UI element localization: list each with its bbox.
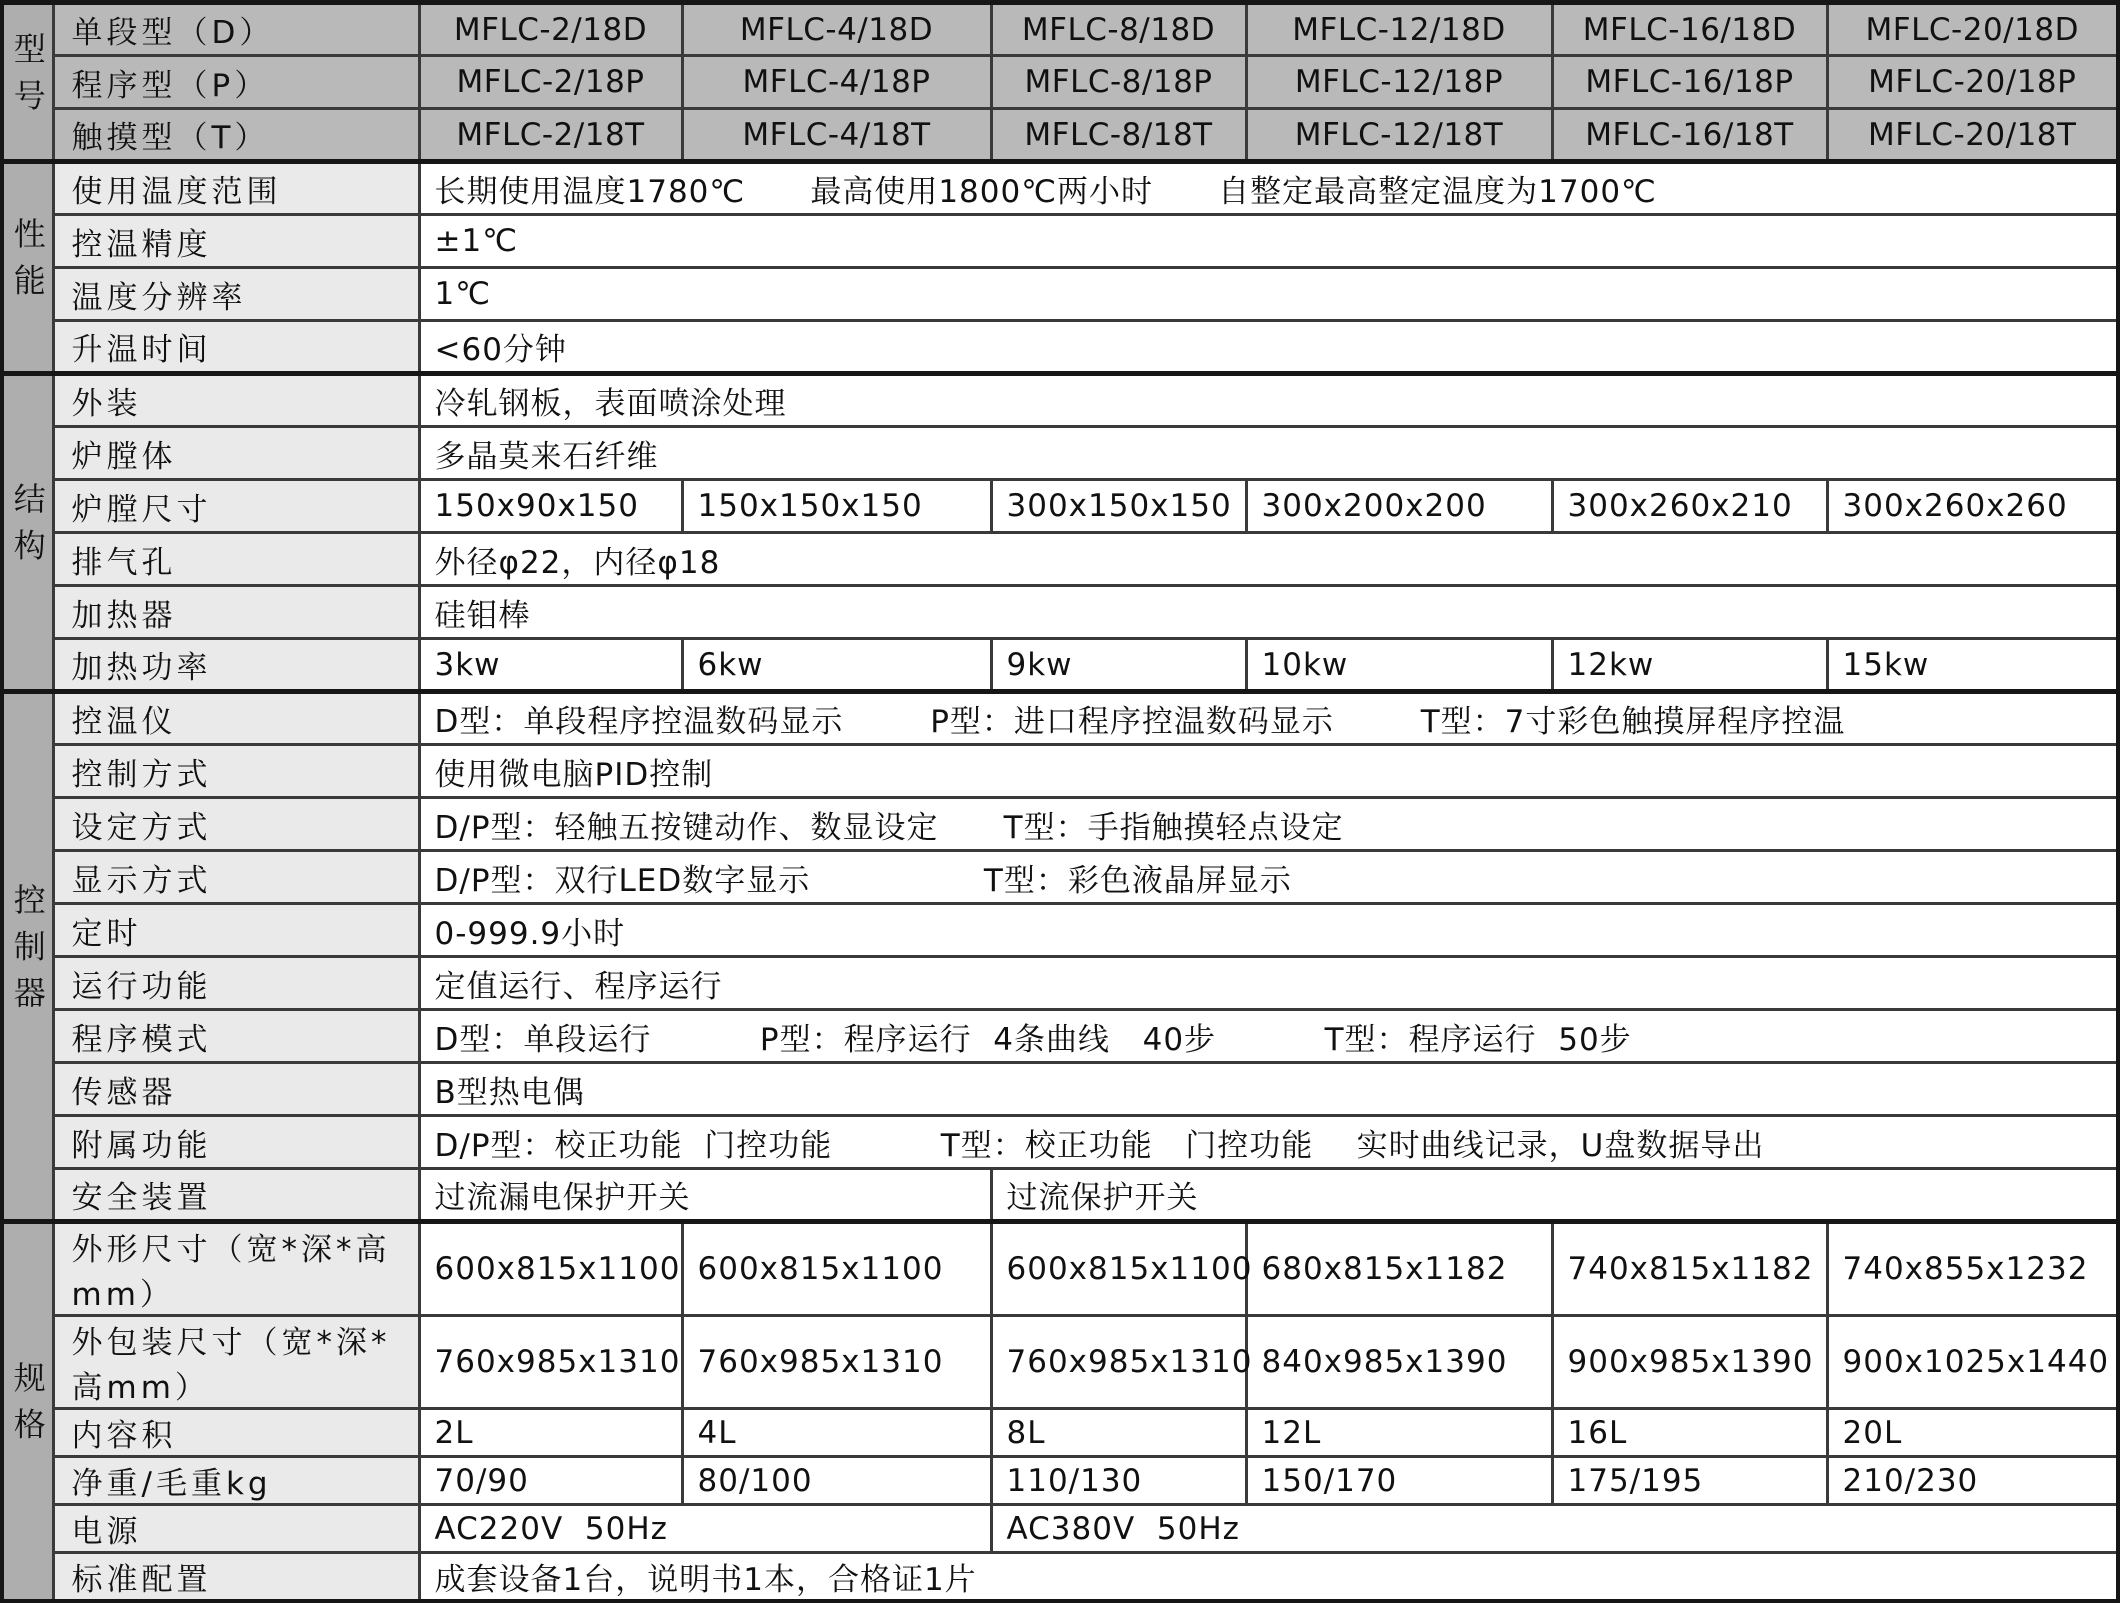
packing-dimensions-cell: 760x985x1310 bbox=[419, 1316, 682, 1409]
value-program-mode: D型：单段运行 P型：程序运行 4条曲线 40步 T型：程序运行 50步 bbox=[419, 1010, 2118, 1063]
row-label-exhaust-hole: 排气孔 bbox=[53, 533, 419, 586]
model-number-cell: MFLC-12/18T bbox=[1246, 109, 1552, 162]
group-header-specifications-text: 规格 bbox=[8, 1361, 47, 1454]
model-number-cell: MFLC-8/18P bbox=[991, 56, 1246, 109]
heating-power-cell: 6kw bbox=[682, 639, 991, 692]
value-display-method: D/P型：双行LED数字显示 T型：彩色液晶屏显示 bbox=[419, 851, 2118, 904]
row-label-temperature-range: 使用温度范围 bbox=[53, 162, 419, 215]
model-number-cell: MFLC-16/18P bbox=[1552, 56, 1827, 109]
row-label-setting-method: 设定方式 bbox=[53, 798, 419, 851]
value-temperature-range: 长期使用温度1780℃ 最高使用1800℃两小时 自整定最高整定温度为1700℃ bbox=[419, 162, 2118, 215]
row-label-temperature-resolution: 温度分辨率 bbox=[53, 268, 419, 321]
model-number-cell: MFLC-4/18T bbox=[682, 109, 991, 162]
value-heatup-time: <60分钟 bbox=[419, 321, 2118, 374]
heating-power-cell: 15kw bbox=[1827, 639, 2118, 692]
outer-dimensions-cell: 680x815x1182 bbox=[1246, 1222, 1552, 1316]
value-run-function: 定值运行、程序运行 bbox=[419, 957, 2118, 1010]
model-number-cell: MFLC-2/18P bbox=[419, 56, 682, 109]
value-setting-method: D/P型：轻触五按键动作、数显设定 T型：手指触摸轻点设定 bbox=[419, 798, 2118, 851]
packing-dimensions-cell: 900x985x1390 bbox=[1552, 1316, 1827, 1409]
group-header-controller bbox=[2, 692, 53, 1222]
value-standard-configuration: 成套设备1台，说明书1本，合格证1片 bbox=[419, 1553, 2118, 1602]
weight-cell: 70/90 bbox=[419, 1457, 682, 1505]
chamber-size-cell: 300x200x200 bbox=[1246, 480, 1552, 533]
group-header-performance bbox=[2, 162, 53, 374]
group-header-model bbox=[2, 3, 53, 162]
row-label-packing-dimensions: 外包装尺寸（宽*深*高mm） bbox=[53, 1316, 419, 1409]
heating-power-cell: 9kw bbox=[991, 639, 1246, 692]
inner-volume-cell: 16L bbox=[1552, 1409, 1827, 1457]
chamber-size-cell: 300x150x150 bbox=[991, 480, 1246, 533]
outer-dimensions-cell: 600x815x1100 bbox=[682, 1222, 991, 1316]
packing-dimensions-cell: 900x1025x1440 bbox=[1827, 1316, 2118, 1409]
value-power-supply-380v: AC380V 50Hz bbox=[991, 1505, 2118, 1553]
weight-cell: 110/130 bbox=[991, 1457, 1246, 1505]
value-sensor: B型热电偶 bbox=[419, 1063, 2118, 1116]
inner-volume-cell: 12L bbox=[1246, 1409, 1552, 1457]
model-number-cell: MFLC-2/18D bbox=[419, 3, 682, 56]
model-number-cell: MFLC-20/18P bbox=[1827, 56, 2118, 109]
row-label-heatup-time: 升温时间 bbox=[53, 321, 419, 374]
row-label-inner-volume: 内容积 bbox=[53, 1409, 419, 1457]
value-temperature-controller: D型：单段程序控温数码显示 P型：进口程序控温数码显示 T型：7寸彩色触摸屏程序控温 bbox=[419, 692, 2118, 745]
heating-power-cell: 10kw bbox=[1246, 639, 1552, 692]
outer-dimensions-cell: 740x855x1232 bbox=[1827, 1222, 2118, 1316]
model-number-cell: MFLC-8/18T bbox=[991, 109, 1246, 162]
row-label-net-gross-weight: 净重/毛重kg bbox=[53, 1457, 419, 1505]
group-header-controller-text: 控制器 bbox=[8, 882, 47, 1023]
row-label-exterior: 外装 bbox=[53, 374, 419, 427]
outer-dimensions-cell: 740x815x1182 bbox=[1552, 1222, 1827, 1316]
value-safety-device-220v: 过流漏电保护开关 bbox=[419, 1169, 991, 1222]
model-number-cell: MFLC-16/18T bbox=[1552, 109, 1827, 162]
row-label-heating-power: 加热功率 bbox=[53, 639, 419, 692]
weight-cell: 80/100 bbox=[682, 1457, 991, 1505]
inner-volume-cell: 4L bbox=[682, 1409, 991, 1457]
row-label-outer-dimensions: 外形尺寸（宽*深*高mm） bbox=[53, 1222, 419, 1316]
value-temperature-resolution: 1℃ bbox=[419, 268, 2118, 321]
value-heater: 硅钼棒 bbox=[419, 586, 2118, 639]
row-label-display-method: 显示方式 bbox=[53, 851, 419, 904]
model-number-cell: MFLC-20/18T bbox=[1827, 109, 2118, 162]
group-header-structure bbox=[2, 374, 53, 692]
row-label-heater: 加热器 bbox=[53, 586, 419, 639]
row-label-temperature-controller: 控温仪 bbox=[53, 692, 419, 745]
packing-dimensions-cell: 760x985x1310 bbox=[682, 1316, 991, 1409]
chamber-size-cell: 300x260x260 bbox=[1827, 480, 2118, 533]
row-label-standard-configuration: 标准配置 bbox=[53, 1553, 419, 1602]
outer-dimensions-cell: 600x815x1100 bbox=[991, 1222, 1246, 1316]
model-number-cell: MFLC-16/18D bbox=[1552, 3, 1827, 56]
value-exterior: 冷轧钢板，表面喷涂处理 bbox=[419, 374, 2118, 427]
chamber-size-cell: 300x260x210 bbox=[1552, 480, 1827, 533]
value-exhaust-hole: 外径φ22，内径φ18 bbox=[419, 533, 2118, 586]
value-timer: 0-999.9小时 bbox=[419, 904, 2118, 957]
row-label-sensor: 传感器 bbox=[53, 1063, 419, 1116]
weight-cell: 210/230 bbox=[1827, 1457, 2118, 1505]
packing-dimensions-cell: 840x985x1390 bbox=[1246, 1316, 1552, 1409]
value-chamber-body: 多晶莫来石纤维 bbox=[419, 427, 2118, 480]
row-label-single-segment-type: 单段型（D） bbox=[53, 3, 419, 56]
group-header-specifications bbox=[2, 1222, 53, 1602]
group-header-performance-text: 性能 bbox=[8, 217, 47, 310]
chamber-size-cell: 150x150x150 bbox=[682, 480, 991, 533]
model-number-cell: MFLC-2/18T bbox=[419, 109, 682, 162]
row-label-run-function: 运行功能 bbox=[53, 957, 419, 1010]
model-number-cell: MFLC-8/18D bbox=[991, 3, 1246, 56]
model-number-cell: MFLC-12/18D bbox=[1246, 3, 1552, 56]
row-label-program-type: 程序型（P） bbox=[53, 56, 419, 109]
row-label-control-accuracy: 控温精度 bbox=[53, 215, 419, 268]
weight-cell: 150/170 bbox=[1246, 1457, 1552, 1505]
row-label-safety-device: 安全装置 bbox=[53, 1169, 419, 1222]
model-number-cell: MFLC-4/18P bbox=[682, 56, 991, 109]
inner-volume-cell: 2L bbox=[419, 1409, 682, 1457]
weight-cell: 175/195 bbox=[1552, 1457, 1827, 1505]
value-control-method: 使用微电脑PID控制 bbox=[419, 745, 2118, 798]
row-label-chamber-body: 炉膛体 bbox=[53, 427, 419, 480]
model-number-cell: MFLC-4/18D bbox=[682, 3, 991, 56]
row-label-chamber-size: 炉膛尺寸 bbox=[53, 480, 419, 533]
row-label-power-supply: 电源 bbox=[53, 1505, 419, 1553]
packing-dimensions-cell: 760x985x1310 bbox=[991, 1316, 1246, 1409]
outer-dimensions-cell: 600x815x1100 bbox=[419, 1222, 682, 1316]
group-header-structure-text: 结构 bbox=[8, 482, 47, 575]
heating-power-cell: 12kw bbox=[1552, 639, 1827, 692]
row-label-auxiliary-functions: 附属功能 bbox=[53, 1116, 419, 1169]
model-number-cell: MFLC-12/18P bbox=[1246, 56, 1552, 109]
model-number-cell: MFLC-20/18D bbox=[1827, 3, 2118, 56]
chamber-size-cell: 150x90x150 bbox=[419, 480, 682, 533]
row-label-control-method: 控制方式 bbox=[53, 745, 419, 798]
value-auxiliary-functions: D/P型：校正功能 门控功能 T型：校正功能 门控功能 实时曲线记录，U盘数据导出 bbox=[419, 1116, 2118, 1169]
row-label-touch-type: 触摸型（T） bbox=[53, 109, 419, 162]
value-power-supply-220v: AC220V 50Hz bbox=[419, 1505, 991, 1553]
inner-volume-cell: 8L bbox=[991, 1409, 1246, 1457]
inner-volume-cell: 20L bbox=[1827, 1409, 2118, 1457]
heating-power-cell: 3kw bbox=[419, 639, 682, 692]
group-header-model-text: 型号 bbox=[8, 31, 47, 125]
value-safety-device-380v: 过流保护开关 bbox=[991, 1169, 2118, 1222]
row-label-program-mode: 程序模式 bbox=[53, 1010, 419, 1063]
value-control-accuracy: ±1℃ bbox=[419, 215, 2118, 268]
row-label-timer: 定时 bbox=[53, 904, 419, 957]
